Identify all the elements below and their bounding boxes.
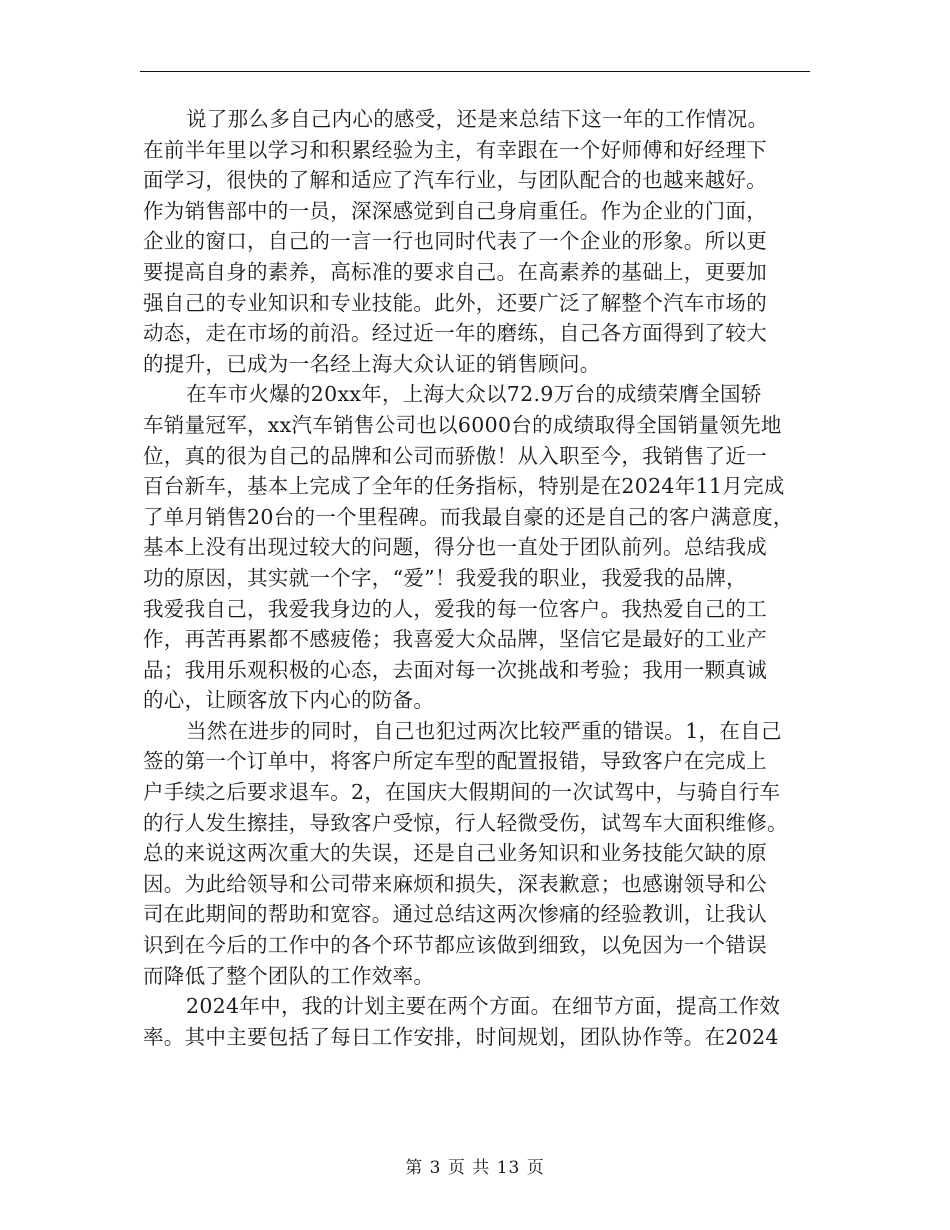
text-line: 车销量冠军，xx汽车销售公司也以6000台的成绩取得全国销量领先地 (143, 412, 782, 437)
text-line: 强自己的专业知识和专业技能。此外，还要广泛了解整个汽车市场的 (143, 290, 767, 315)
text-line: 企业的窗口，自己的一言一行也同时代表了一个企业的形象。所以更 (143, 229, 767, 254)
text-line: 司在此期间的帮助和宽容。通过总结这两次惨痛的经验教训，让我认 (143, 902, 767, 927)
text-line: 总的来说这两次重大的失误，还是自己业务知识和业务技能欠缺的原 (143, 841, 767, 866)
text-line: 百台新车，基本上完成了全年的任务指标，特别是在2024年11月完成 (143, 474, 785, 499)
text-line: 功的原因，其实就一个字，“爱”！我爱我的职业，我爱我的品牌， (143, 565, 747, 590)
text-line: 在前半年里以学习和积累经验为主，有幸跟在一个好师傅和好经理下 (143, 137, 767, 162)
text-line: 2024年中，我的计划主要在两个方面。在细节方面，提高工作效 (186, 994, 781, 1019)
text-line: 的提升，已成为一名经上海大众认证的销售顾问。 (143, 351, 601, 376)
text-line: 动态，走在市场的前沿。经过近一年的磨练，自己各方面得到了较大 (143, 321, 767, 346)
text-line: 签的第一个订单中，将客户所定车型的配置报错，导致客户在完成上 (143, 749, 767, 774)
text-line: 要提高自身的素养，高标准的要求自己。在高素养的基础上，更要加 (143, 259, 767, 284)
text-line: 说了那么多自己内心的感受，还是来总结下这一年的工作情况。 (186, 107, 769, 131)
text-line: 品；我用乐观积极的心态，去面对每一次挑战和考验；我用一颗真诚 (143, 657, 767, 682)
text-line: 作为销售部中的一员，深深感觉到自己身肩重任。作为企业的门面， (143, 198, 767, 223)
text-line: 了单月销售20台的一个里程碑。而我最自豪的还是自己的客户满意度， (143, 504, 794, 529)
document-body (143, 104, 811, 1052)
text-line: 因。为此给领导和公司带来麻烦和损失，深表歉意；也感谢领导和公 (143, 871, 767, 896)
header-rule (140, 71, 810, 72)
text-line: 率。其中主要包括了每日工作安排，时间规划，团队协作等。在2024 (143, 1024, 779, 1049)
text-line: 而降低了整个团队的工作效率。 (143, 963, 435, 988)
text-line: 的行人发生擦挂，导致客户受惊，行人轻微受伤，试驾车大面积维修。 (143, 810, 788, 835)
text-line: 当然在进步的同时，自己也犯过两次比较严重的错误。1，在自己 (186, 718, 782, 743)
text-line: 面学习，很快的了解和适应了汽车行业，与团队配合的也越来越好。 (143, 168, 767, 193)
text-line: 的心，让顾客放下内心的防备。 (143, 688, 435, 713)
text-line: 基本上没有出现过较大的问题，得分也一直处于团队前列。总结我成 (143, 535, 767, 560)
text-line: 作，再苦再累都不感疲倦；我喜爱大众品牌，坚信它是最好的工业产 (143, 627, 767, 652)
text-line: 户手续之后要求退车。2，在国庆大假期间的一次试驾中，与骑自行车 (143, 780, 781, 805)
page-number-footer: 第 3 页 共 13 页 (405, 1158, 545, 1178)
text-line: 我爱我自己，我爱我身边的人，爱我的每一位客户。我热爱自己的工 (143, 596, 767, 621)
text-line: 位，真的很为自己的品牌和公司而骄傲！从入职至今，我销售了近一 (143, 443, 767, 468)
text-line: 在车市火爆的20xx年，上海大众以72.9万台的成绩荣膺全国轿 (186, 382, 762, 407)
text-line: 识到在今后的工作中的各个环节都应该做到细致，以免因为一个错误 (143, 933, 767, 958)
